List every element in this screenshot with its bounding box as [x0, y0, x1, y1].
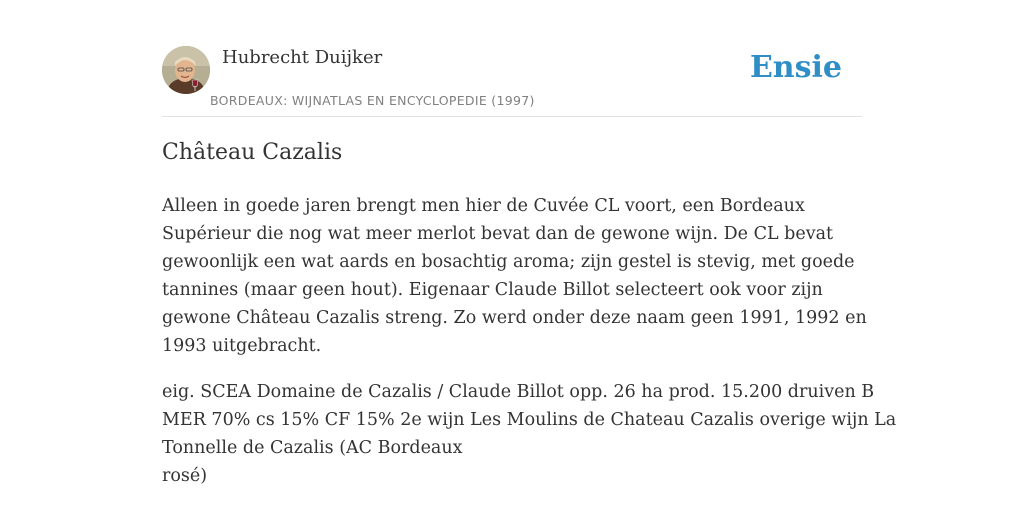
article-body — [162, 192, 897, 508]
text-line: eig. SCEA Domaine de Cazalis / Claude Billot opp. 26 ha prod. 15.200 druiven B — [162, 382, 875, 402]
text-line: tannines (maar geen hout). Eigenaar Claude Billot selecteert ook voor zijn — [162, 280, 823, 300]
text-line: Supérieur die nog wat meer merlot bevat dan de gewone wijn. De CL bevat — [162, 224, 834, 244]
author-portrait-icon — [162, 46, 210, 94]
text-line: rosé) — [162, 466, 208, 486]
text-line: 1993 uitgebracht. — [162, 336, 322, 356]
brand-logo[interactable]: Ensie — [749, 50, 842, 85]
text-line: MER 70% cs 15% CF 15% 2e wijn Les Moulins de Chateau Cazalis overige wijn La — [162, 410, 897, 430]
text-line: Tonnelle de Cazalis (AC Bordeaux — [162, 438, 463, 458]
article-title: Château Cazalis — [162, 140, 343, 165]
author-name[interactable]: Hubrecht Duijker — [222, 47, 383, 68]
text-line: gewone Château Cazalis streng. Zo werd onder deze naam geen 1991, 1992 en — [162, 308, 867, 328]
facts-paragraph — [162, 378, 897, 490]
author-avatar[interactable] — [162, 46, 210, 94]
site-header — [162, 46, 862, 117]
book-title[interactable]: BORDEAUX: WIJNATLAS EN ENCYCLOPEDIE (1997) — [210, 93, 535, 108]
text-line: Alleen in goede jaren brengt men hier de Cuvée CL voort, een Bordeaux — [162, 196, 805, 216]
text-line: gewoonlijk een wat aards en bosachtig aroma; zijn gestel is stevig, met goede — [162, 252, 855, 272]
description-paragraph — [162, 192, 867, 360]
